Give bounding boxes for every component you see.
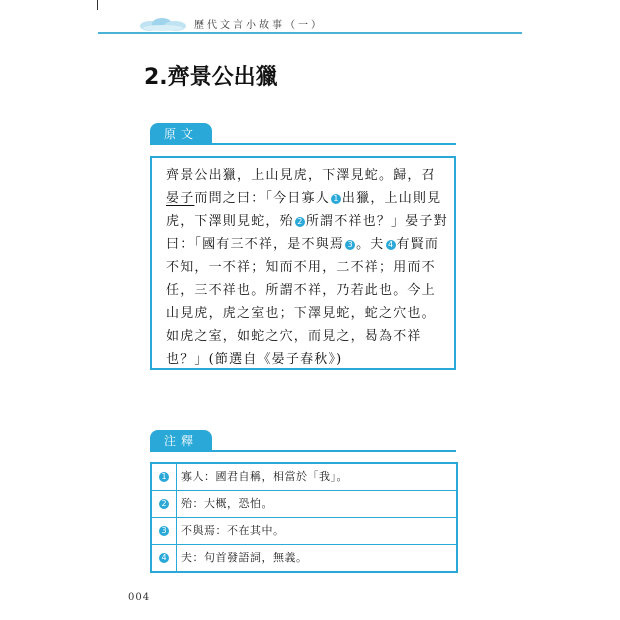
section-tab-rule <box>150 143 456 145</box>
note-text: 夫：句首發語詞，無義。 <box>181 551 308 564</box>
note-marker: 3 <box>345 240 355 250</box>
note-row <box>152 518 456 545</box>
note-number: 2 <box>159 499 169 509</box>
text-segment: 而問之曰：「今日寡人 <box>194 191 330 206</box>
note-row <box>152 545 456 571</box>
note-row <box>152 464 456 491</box>
text-segment: 所謂不祥也？」晏子對曰：「國有三不祥，是不與焉 <box>166 214 448 252</box>
header-rule <box>98 32 522 34</box>
text-segment: 出獵，上山則見虎，下澤則見蛇，殆 <box>166 191 442 229</box>
cloud-icon <box>138 16 188 32</box>
section-tab-original: 原文 <box>150 123 212 145</box>
note-marker: 2 <box>295 217 305 227</box>
text-segment: 有賢而不知，一不祥；知而不用，二不祥；用而不任，三不祥也。所謂不祥，乃若此也。今上山見虎，虎之室也；下澤見蛇，蛇之穴也。如虎之室，如蛇之穴，而見之，曷為不祥也？」(節選自《晏子春秋》) <box>166 237 440 367</box>
note-marker: 4 <box>386 240 396 250</box>
notes-table <box>150 462 458 573</box>
page-number: 004 <box>128 592 151 603</box>
crop-mark <box>97 0 98 10</box>
section-tab-rule <box>150 450 456 452</box>
note-number: 3 <box>159 526 169 536</box>
text-segment: 。夫 <box>356 237 385 252</box>
note-number-cell <box>152 491 177 517</box>
note-number-cell <box>152 518 177 544</box>
section-tab-notes: 注釋 <box>150 430 212 452</box>
chapter-title: 2.齊景公出獵 <box>144 65 278 90</box>
note-text: 不與焉：不在其中。 <box>181 524 285 537</box>
note-text: 寡人：國君自稱，相當於「我」。 <box>181 470 348 483</box>
note-marker: 1 <box>331 194 341 204</box>
proper-noun: 晏子 <box>166 191 195 206</box>
running-title: 歷代文言小故事（一） <box>194 20 324 31</box>
text-segment: 齊景公出獵，上山見虎，下澤見蛇。歸，召 <box>166 168 436 183</box>
note-number-cell <box>152 464 177 490</box>
note-row <box>152 491 456 518</box>
original-text <box>166 164 448 371</box>
note-text: 殆：大概，恐怕。 <box>181 497 273 510</box>
running-header <box>98 12 522 34</box>
note-number-cell <box>152 545 177 571</box>
note-number: 1 <box>159 472 169 482</box>
original-text-box <box>150 156 456 370</box>
note-number: 4 <box>159 553 169 563</box>
